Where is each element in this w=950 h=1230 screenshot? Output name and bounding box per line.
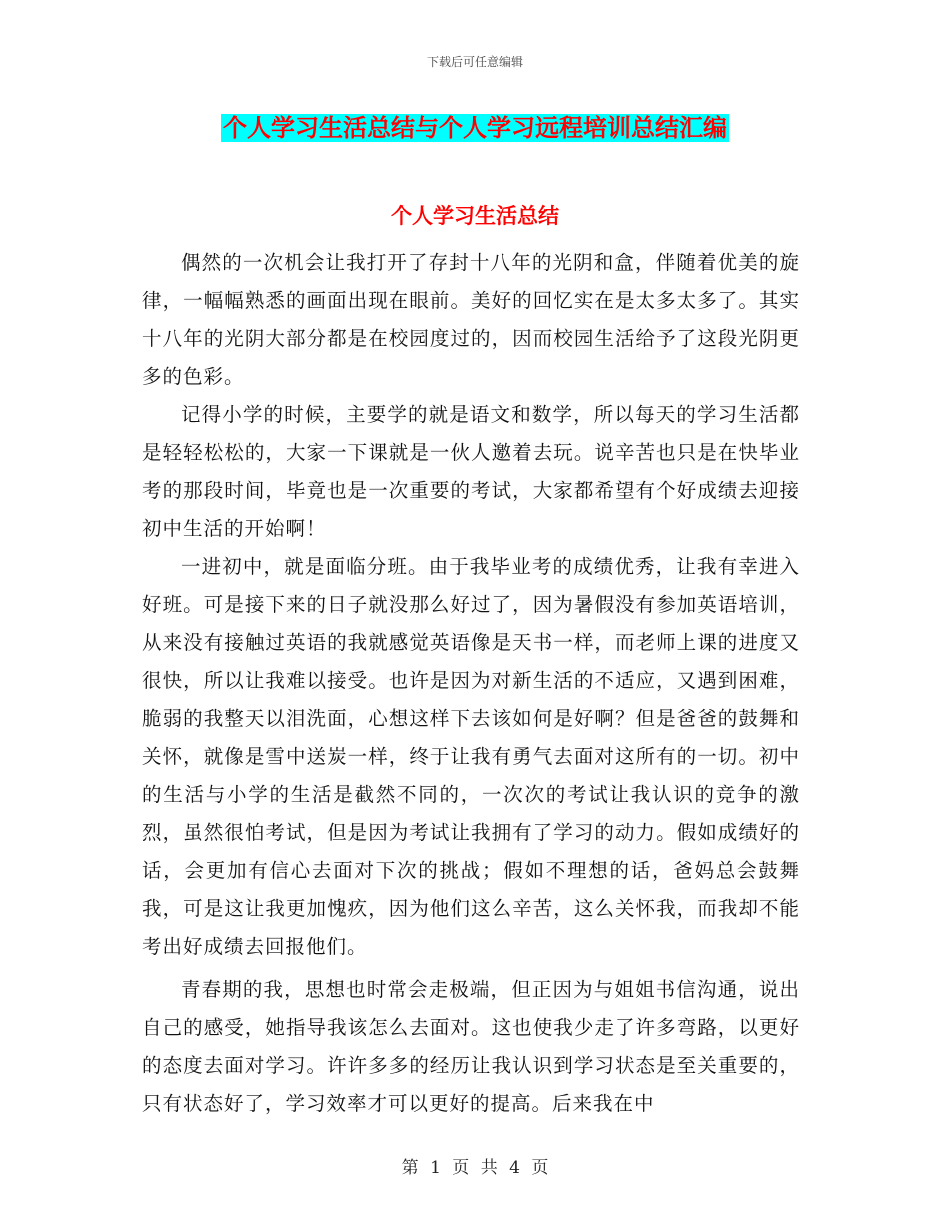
header-note: 下载后可任意编辑 [426, 55, 523, 69]
document-title-text: 个人学习生活总结与个人学习远程培训总结汇编 [223, 114, 727, 142]
document-body [142, 244, 800, 1123]
paragraph: 偶然的一次机会让我打开了存封十八年的光阴和盒，伴随着优美的旋律，一幅幅熟悉的画面出现在眼前。美好的回忆实在是太多太多了。其实十八年的光阴大部分都是在校园度过的，因而校园生活给予了这段光阴更多的色彩。 [142, 251, 800, 388]
document-title [0, 110, 950, 146]
paragraph: 一进初中，就是面临分班。由于我毕业考的成绩优秀，让我有幸进入好班。可是接下来的日子就没那么好过了，因为暑假没有参加英语培训，从来没有接触过英语的我就感觉英语像是天书一样，而老师上课的进度又很快，所以让我难以接受。也许是因为对新生活的不适应，又遇到困难，脆弱的我整天以泪洗面，心想这样下去该如何是好啊？但是爸爸的鼓舞和关怀，就像是雪中送炭一样，终于让我有勇气去面对这所有的一切。初中的生活与小学的生活是截然不同的，一次次的考试让我认识的竞争的激烈，虽然很怕考试，但是因为考试让我拥有了学习的动力。假如成绩好的话，会更加有信心去面对下次的挑战；假如不理想的话，爸妈总会鼓舞我，可是这让我更加愧疚，因为他们这么辛苦，这么关怀我，而我却不能考出好成绩去回报他们。 [142, 555, 800, 958]
page-number: 第 1 页 共 4 页 [401, 1158, 549, 1178]
paragraph: 青春期的我，思想也时常会走极端，但正因为与姐姐书信沟通，说出自己的感受，她指导我该怎么去面对。这也使我少走了许多弯路，以更好的态度去面对学习。许许多多的经历让我认识到学习状态是至关重要的，只有状态好了，学习效率才可以更好的提高。后来我在中 [142, 978, 800, 1115]
paragraph: 记得小学的时候，主要学的就是语文和数学，所以每天的学习生活都是轻轻松松的，大家一下课就是一伙人邀着去玩。说辛苦也只是在快毕业考的那段时间，毕竟也是一次重要的考试，大家都希望有个好成绩去迎接初中生活的开始啊！ [142, 403, 800, 540]
section-title: 个人学习生活总结 [391, 204, 559, 228]
